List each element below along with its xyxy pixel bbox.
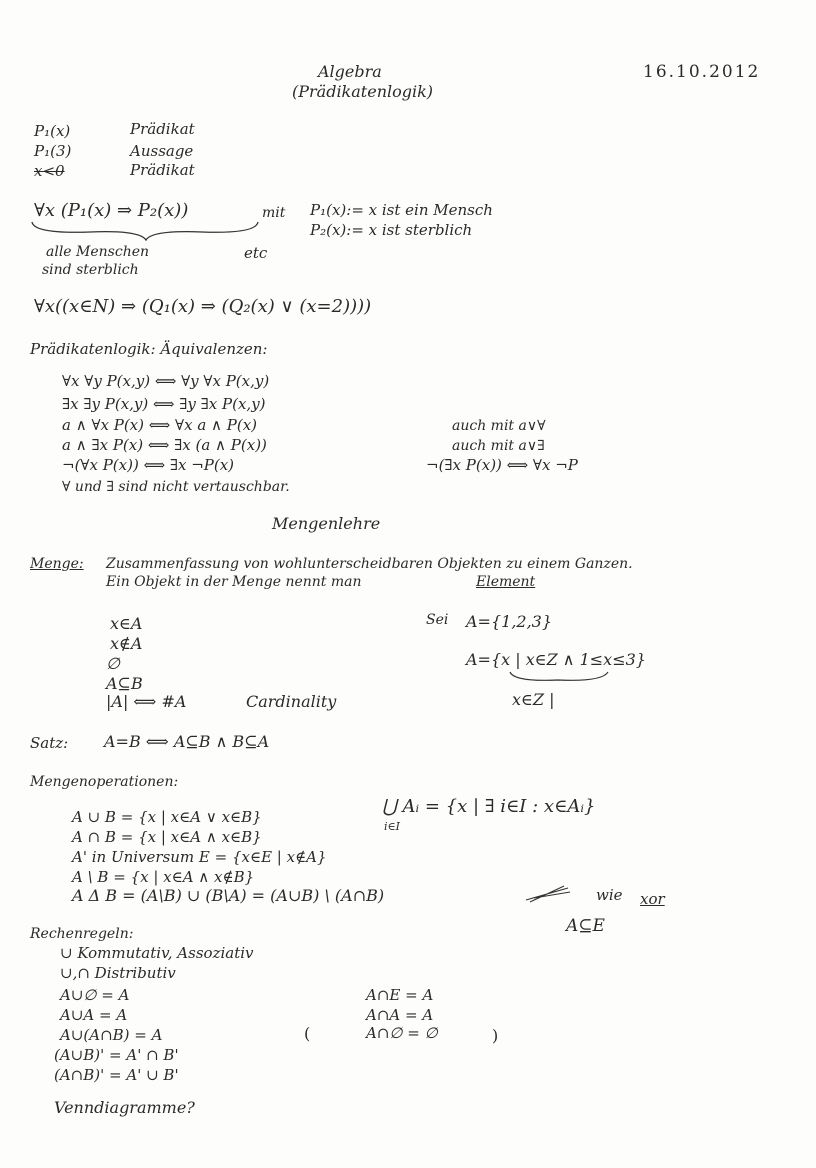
brace-note: sind sterblich <box>42 262 139 278</box>
rule-right: A∩A = A <box>366 1006 434 1024</box>
satz-text: A=B ⟺ A⊆B ∧ B⊆A <box>104 732 270 751</box>
rule-line: (A∩B)' = A' ∪ B' <box>54 1066 179 1084</box>
venn-note: Venndiagramme? <box>54 1098 195 1117</box>
underbrace <box>30 218 262 242</box>
brace-note: alle Menschen <box>46 244 150 260</box>
side-note: auch mit a∨∃ <box>452 438 545 454</box>
definition-line: P₁(x):= x ist ein Mensch <box>310 201 493 219</box>
sei-label: Sei <box>426 612 449 628</box>
operation-line: A \ B = {x | x∈A ∧ x∉B} <box>72 868 255 886</box>
cardinality-label: Cardinality <box>246 692 337 711</box>
union-subscript: i∈I <box>384 820 401 833</box>
menge-definition: Zusammenfassung von wohlunterscheidbaren Objekten zu einem Ganzen. <box>106 556 633 572</box>
etc-label: etc <box>244 244 268 262</box>
side-note: auch mit a∨∀ <box>452 418 546 434</box>
side-note: ¬(∃x P(x)) ⟺ ∀x ¬P <box>426 456 578 474</box>
set-example: A={1,2,3} <box>466 612 553 631</box>
scribble <box>524 884 572 904</box>
rule-right: A∩∅ = ∅ <box>366 1024 438 1042</box>
rule-line: ∪ Kommutativ, Assoziativ <box>60 944 254 962</box>
predicate-expr: x<0 <box>34 162 65 180</box>
rule-line: A∪∅ = A <box>60 986 130 1004</box>
rule-line: (A∪B)' = A' ∩ B' <box>54 1046 179 1064</box>
predicate-expr: P₁(x) <box>34 122 71 140</box>
subset-e: A⊆E <box>566 916 605 936</box>
operation-line: A Δ B = (A\B) ∪ (B\A) = (A∪B) \ (A∩B) <box>72 886 385 905</box>
section-heading: Prädikatenlogik: Äquivalenzen: <box>30 340 268 358</box>
menge-label: Menge: <box>30 556 84 572</box>
set-symbol: x∈A <box>110 614 143 633</box>
predicate-expr: P₁(3) <box>34 142 72 160</box>
paren-open: ( <box>304 1024 311 1043</box>
element-word: Element <box>476 574 536 590</box>
rule-right: A∩E = A <box>366 986 434 1004</box>
predicate-label: Aussage <box>130 142 194 160</box>
set-symbol: ∅ <box>106 654 120 673</box>
section-heading: Mengenlehre <box>272 514 381 533</box>
operation-line: A ∩ B = {x | x∈A ∧ x∈B} <box>72 828 262 846</box>
equivalence-line: ¬(∀x P(x)) ⟺ ∃x ¬P(x) <box>62 456 235 474</box>
satz-label: Satz: <box>30 734 69 752</box>
formula-forall: ∀x (P₁(x) ⇒ P₂(x)) <box>34 200 189 221</box>
set-builder: A={x | x∈Z ∧ 1≤x≤3} <box>466 650 646 669</box>
rule-line: A∪A = A <box>60 1006 128 1024</box>
formula-nat: ∀x((x∈N) ⇒ (Q₁(x) ⇒ (Q₂(x) ∨ (x=2)))) <box>34 296 372 317</box>
section-heading: Mengenoperationen: <box>30 774 179 790</box>
rule-line: A∪(A∩B) = A <box>60 1026 163 1044</box>
menge-definition: Ein Objekt in der Menge nennt man <box>106 574 362 590</box>
set-symbol: x∉A <box>110 634 143 653</box>
wie-label: wie <box>596 886 623 904</box>
xor-label: xor <box>640 890 665 908</box>
curly-arrow <box>508 670 612 686</box>
set-builder-note: x∈Z | <box>512 690 555 709</box>
mit-label: mit <box>262 205 286 221</box>
equivalence-line: ∀x ∀y P(x,y) ⟺ ∀y ∀x P(x,y) <box>62 372 270 390</box>
predicate-label: Prädikat <box>130 120 195 138</box>
page-title: Algebra <box>318 62 382 81</box>
page-date: 16.10.2012 <box>643 62 761 82</box>
equivalence-line: ∃x ∃y P(x,y) ⟺ ∃y ∃x P(x,y) <box>62 395 266 413</box>
equivalence-note: ∀ und ∃ sind nicht vertauschbar. <box>62 479 290 495</box>
operation-line: A ∪ B = {x | x∈A ∨ x∈B} <box>72 808 262 826</box>
operation-line: A' in Universum E = {x∈E | x∉A} <box>72 848 327 866</box>
rule-line: ∪,∩ Distributiv <box>60 964 176 982</box>
section-heading: Rechenregeln: <box>30 926 134 942</box>
predicate-label: Prädikat <box>130 161 195 179</box>
indexed-union: ⋃ Aᵢ = {x | ∃ i∈I : x∈Aᵢ} <box>382 796 596 817</box>
page-subtitle: (Prädikatenlogik) <box>292 82 434 101</box>
set-symbol: |A| ⟺ #A <box>106 692 187 711</box>
set-symbol: A⊆B <box>106 674 143 693</box>
equivalence-line: a ∧ ∀x P(x) ⟺ ∀x a ∧ P(x) <box>62 416 258 434</box>
equivalence-line: a ∧ ∃x P(x) ⟺ ∃x (a ∧ P(x)) <box>62 436 267 454</box>
paren-close: ) <box>492 1026 499 1045</box>
definition-line: P₂(x):= x ist sterblich <box>310 221 473 239</box>
